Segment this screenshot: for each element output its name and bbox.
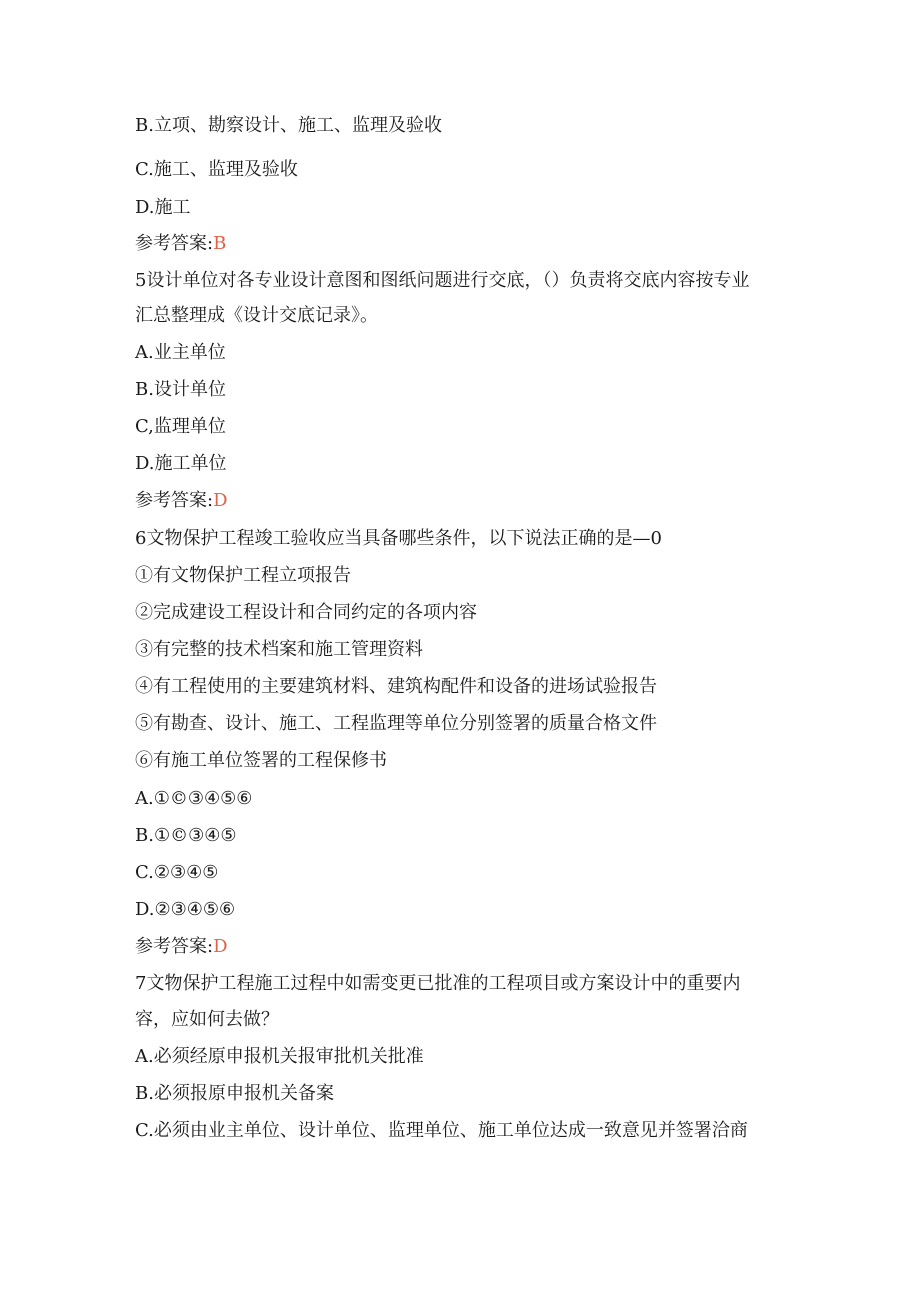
condition-4: ④有工程使用的主要建筑材料、建筑构配件和设备的进场试验报告 [135, 676, 657, 697]
condition-1: ①有文物保护工程立项报告 [135, 565, 351, 586]
condition-2: ②完成建设工程设计和合同约定的各项内容 [135, 602, 477, 623]
answer-label: 参考答案: [135, 490, 214, 511]
option-c-q4: C.施工、监理及验收 [135, 159, 298, 180]
question-6-stem: 6文物保护工程竣工验收应当具备哪些条件，以下说法正确的是—0 [135, 528, 662, 549]
question-7-line-2: 容，应如何去做？ [135, 1009, 279, 1030]
option-b-q4: B.立项、勘察设计、施工、监理及验收 [135, 115, 442, 136]
answer-line-q6 [135, 936, 228, 958]
option-b-q7: B.必须报原申报机关备案 [135, 1083, 334, 1104]
option-c-q5: C,监理单位 [135, 416, 226, 437]
answer-line-q4 [135, 233, 226, 255]
answer-label: 参考答案: [135, 233, 214, 254]
question-7-line-1: 7文物保护工程施工过程中如需变更已批准的工程项目或方案设计中的重要内 [135, 973, 741, 994]
option-d-q4: D.施工 [135, 197, 191, 218]
option-b-q5: B.设计单位 [135, 379, 226, 400]
answer-line-q5 [135, 490, 228, 512]
option-d-q6: D.②③④⑤⑥ [135, 899, 236, 920]
answer-value: D [213, 490, 228, 511]
answer-value: D [213, 936, 228, 957]
condition-5: ⑤有勘查、设计、施工、工程监理等单位分别签署的质量合格文件 [135, 713, 657, 734]
option-c-q7: C.必须由业主单位、设计单位、监理单位、施工单位达成一致意见并签署洽商 [135, 1120, 748, 1141]
option-a-q7: A.必须经原申报机关报审批机关批准 [135, 1046, 424, 1067]
answer-value: B [213, 233, 227, 254]
question-5-line-2: 汇总整理成《设计交底记录》。 [135, 305, 378, 326]
condition-6: ⑥有施工单位签署的工程保修书 [135, 750, 387, 771]
option-c-q6: C.②③④⑤ [135, 862, 219, 883]
option-d-q5: D.施工单位 [135, 453, 227, 474]
option-a-q6: A.①©③④⑤⑥ [135, 788, 253, 809]
option-a-q5: A.业主单位 [135, 342, 226, 363]
question-5-line-1: 5设计单位对各专业设计意图和图纸问题进行交底，（）负责将交底内容按专业 [135, 270, 750, 291]
option-b-q6: B.①©③④⑤ [135, 825, 237, 846]
condition-3: ③有完整的技术档案和施工管理资料 [135, 639, 423, 660]
answer-label: 参考答案: [135, 936, 214, 957]
